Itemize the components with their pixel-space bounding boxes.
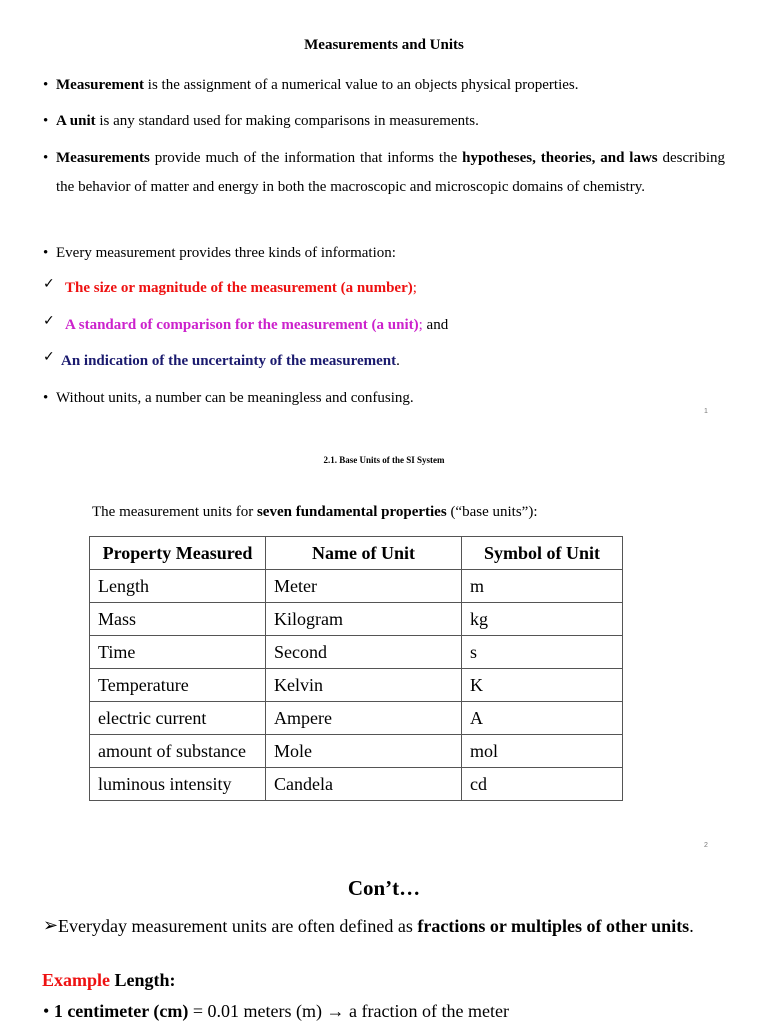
table-row (90, 768, 623, 801)
paragraph-text: describing the behavior of matter and energy in both the macroscopic and microscopic domains of chemistry. (56, 150, 726, 195)
cell-property: Time (90, 636, 266, 669)
cell-property: Temperature (90, 669, 266, 702)
term-hypotheses: hypotheses, theories, and laws (462, 150, 658, 166)
header-property: Property Measured (90, 537, 266, 570)
bullet-centimeter (43, 1001, 509, 1022)
bullet-measurement (43, 71, 725, 100)
example-heading (42, 970, 176, 991)
cell-unit-symbol: cd (462, 768, 623, 801)
term-measurements: Measurements (56, 150, 150, 166)
page-title: Measurements and Units (304, 37, 464, 53)
cell-unit-symbol: K (462, 669, 623, 702)
intro-text: The measurement units for (92, 504, 257, 520)
example-label: Example (42, 970, 111, 990)
punctuation: . (689, 916, 694, 936)
paragraph-text: provide much of the information that informs the (149, 150, 463, 166)
cell-unit-symbol: s (462, 636, 623, 669)
table-row (90, 669, 623, 702)
table-header-row (90, 537, 623, 570)
cell-property: Mass (90, 603, 266, 636)
check-item-size (43, 274, 725, 303)
paragraph-text: Without units, a number can be meaningless and confusing. (56, 390, 414, 406)
section-title: 2.1. Base Units of the SI System (323, 455, 445, 465)
header-unit-symbol: Symbol of Unit (462, 537, 623, 570)
continued-title: Con’t… (347, 876, 421, 900)
bullet-dot: • (43, 77, 49, 93)
term-centimeter: 1 centimeter (cm) (53, 1001, 189, 1021)
check-text: A standard of comparison for the measurement (a unit) (65, 317, 419, 333)
check-text: An indication of the uncertainty of the measurement (61, 353, 397, 369)
conjunction-text: and (422, 317, 449, 333)
cell-unit-name: Second (266, 636, 462, 669)
table-row (90, 603, 623, 636)
term-measurement: Measurement (56, 77, 145, 93)
cell-unit-name: Ampere (266, 702, 462, 735)
header-unit-name: Name of Unit (266, 537, 462, 570)
example-topic: Length: (110, 970, 176, 990)
paragraph-text: Every measurement provides three kinds of information: (56, 245, 396, 261)
cell-unit-symbol: A (462, 702, 623, 735)
cell-property: amount of substance (90, 735, 266, 768)
bullet-dot: • (43, 245, 49, 261)
definition-text: is any standard used for making comparisons in measurements. (95, 113, 479, 129)
paragraph-text: = 0.01 meters (m) → a fraction of the meter (188, 1001, 509, 1021)
checkmark-icon: ✓ (43, 276, 55, 292)
si-base-units-table (89, 536, 623, 801)
punctuation: ; (412, 280, 417, 296)
cell-unit-name: Mole (266, 735, 462, 768)
bullet-dot: • (43, 390, 49, 406)
term-unit: A unit (56, 113, 96, 129)
arrow-bullet (43, 914, 725, 962)
cell-property: electric current (90, 702, 266, 735)
checkmark-icon: ✓ (43, 349, 55, 365)
table-row (90, 702, 623, 735)
bullet-dot: • (43, 1001, 50, 1021)
intro-text: (“base units”): (446, 504, 538, 520)
table-intro (92, 504, 538, 521)
cell-unit-name: Candela (266, 768, 462, 801)
checkmark-icon: ✓ (43, 313, 55, 329)
bullet-dot: • (43, 150, 49, 166)
cell-unit-symbol: m (462, 570, 623, 603)
punctuation: . (396, 353, 400, 369)
paragraph-bold: fractions or multiples of other units (417, 916, 690, 936)
cell-unit-name: Kelvin (266, 669, 462, 702)
table-row (90, 570, 623, 603)
cell-unit-symbol: mol (462, 735, 623, 768)
page-number: 2 (704, 842, 708, 849)
table-row (90, 636, 623, 669)
arrow-bullet-icon: ➢ (43, 915, 59, 936)
punctuation: ; (418, 317, 423, 333)
paragraph-text: Everyday measurement units are often defined as (58, 916, 418, 936)
intro-bold: seven fundamental properties (256, 504, 447, 520)
check-text: The size or magnitude of the measurement (a number) (65, 280, 413, 296)
page-number: 1 (704, 408, 708, 415)
cell-unit-name: Meter (266, 570, 462, 603)
check-item-uncertainty (43, 347, 725, 376)
cell-unit-name: Kilogram (266, 603, 462, 636)
cell-property: Length (90, 570, 266, 603)
check-item-standard (43, 311, 725, 340)
definition-text: is the assignment of a numerical value to an objects physical properties. (144, 77, 579, 93)
cell-property: luminous intensity (90, 768, 266, 801)
cell-unit-symbol: kg (462, 603, 623, 636)
bullet-unit (43, 107, 725, 136)
bullet-three-kinds (43, 239, 725, 268)
bullet-measurements-info (43, 144, 725, 231)
table-row (90, 735, 623, 768)
bullet-dot: • (43, 113, 49, 129)
bullet-without-units (43, 384, 725, 413)
